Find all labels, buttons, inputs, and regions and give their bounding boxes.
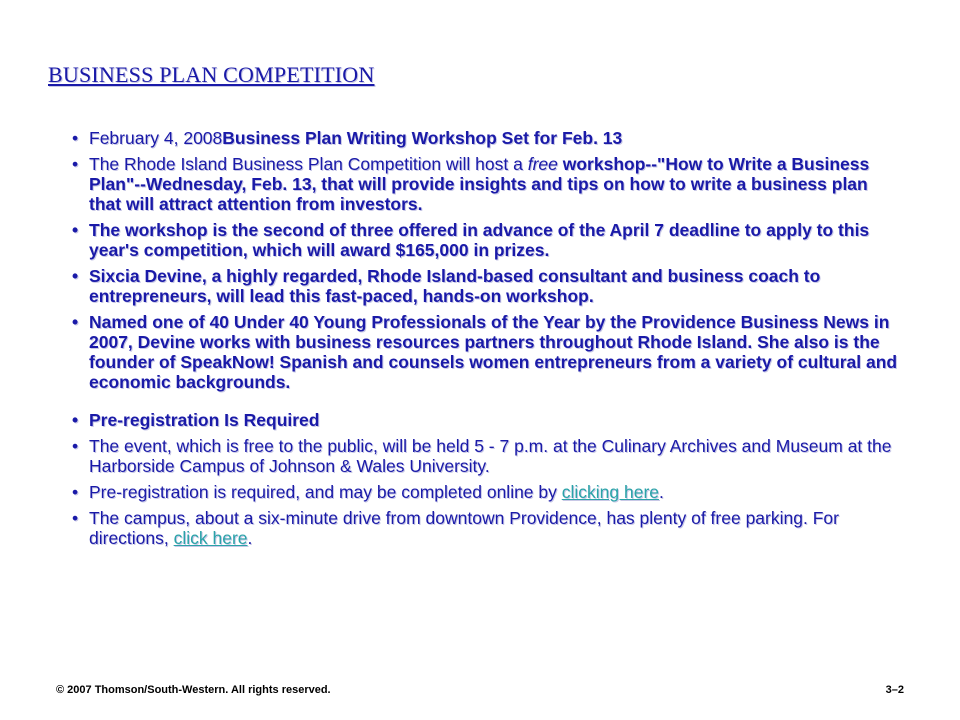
list-item: [72, 410, 902, 430]
list-item: [72, 128, 902, 148]
list-item: [72, 266, 902, 306]
list-item: [72, 436, 902, 476]
bullet-text: .: [659, 482, 664, 502]
directions-link[interactable]: click here: [173, 528, 248, 548]
bullet-text: The campus, about a six-minute drive from downtown Providence, has plenty of free parking. For directions,: [89, 508, 839, 548]
list-item: [72, 508, 902, 548]
page-number: 3–2: [885, 684, 904, 696]
bullet-list: [72, 128, 902, 554]
list-item: [72, 154, 902, 214]
date-text: February 4, 2008: [89, 128, 223, 148]
bullet-text: .: [247, 528, 253, 548]
bullet-text: The workshop is the second of three offered in advance of the April 7 deadline to apply to this year's competition, which will award $165,000 in prizes.: [89, 220, 870, 260]
registration-link[interactable]: clicking here: [561, 482, 660, 502]
list-item: [72, 220, 902, 260]
bullet-text: The Rhode Island Business Plan Competition will host a: [89, 154, 528, 174]
list-item: [72, 482, 902, 502]
bullet-text: Sixcia Devine, a highly regarded, Rhode Island-based consultant and business coach to entrepreneurs, will lead this fast-paced, hands-on workshop.: [89, 266, 821, 306]
bullet-text: Named one of 40 Under 40 Young Professionals of the Year by the Providence Business News in 2007, Devine works with business resources partners throughout Rhode Island. She also is the founder of SpeakNow! Spanish and counsels women entrepreneurs from a variety of cultural and economic backgrounds.: [89, 312, 898, 392]
list-item: [72, 312, 902, 392]
emphasis-text: free: [527, 154, 558, 174]
bullet-text: workshop--"How to Write a Business Plan"--Wednesday, Feb. 13, that will provide insights and tips on how to write a business plan that will attract attention from investors.: [89, 154, 870, 214]
copyright-notice: © 2007 Thomson/South-Western. All rights reserved.: [56, 684, 331, 696]
bullet-text: Pre-registration is required, and may be completed online by: [89, 482, 562, 502]
headline-text: Business Plan Writing Workshop Set for Feb. 13: [222, 128, 623, 148]
page-title: BUSINESS PLAN COMPETITION: [48, 62, 375, 87]
section-heading: Pre-registration Is Required: [89, 410, 320, 430]
bullet-text: The event, which is free to the public, will be held 5 - 7 p.m. at the Culinary Archives and Museum at the Harborside Campus of Johnson & Wales University.: [89, 436, 892, 476]
